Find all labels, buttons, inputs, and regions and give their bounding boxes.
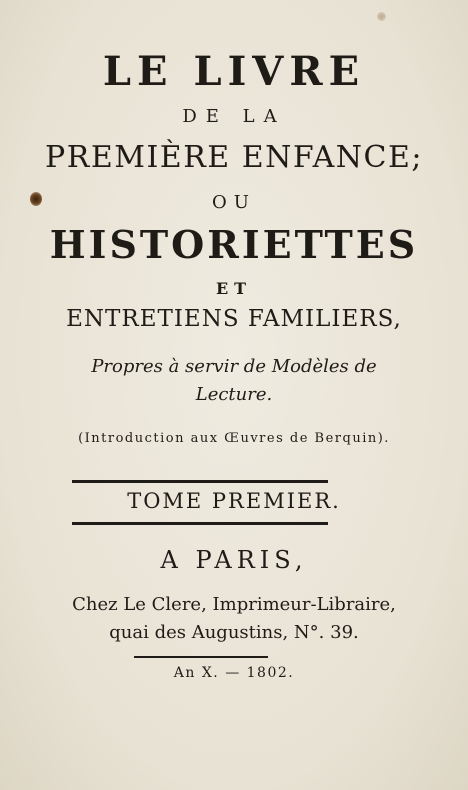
volume-rule-bottom: [72, 522, 328, 525]
title-line-5: HISTORIETTES: [49, 222, 419, 267]
title-line-7: ENTRETIENS FAMILIERS,: [66, 306, 402, 332]
title-line-6: ET: [215, 279, 253, 298]
volume-label: TOME PREMIER.: [127, 489, 341, 513]
volume-rule-top: [72, 480, 328, 483]
imprint-place: A PARIS,: [160, 546, 308, 574]
subtitle-line-1: Propres à servir de Modèles de: [91, 356, 377, 377]
imprint-date: An X. — 1802.: [173, 665, 295, 681]
title-line-2: DE LA: [182, 106, 286, 127]
title-line-1: LE LIVRE: [102, 48, 366, 95]
title-line-3: PREMIÈRE ENFANCE;: [45, 140, 423, 175]
title-line-4: OU: [212, 192, 256, 213]
foxing-spot: [377, 12, 386, 21]
introduction-note: (Introduction aux Œuvres de Berquin).: [78, 431, 390, 446]
imprint-publisher-line-2: quai des Augustins, N°. 39.: [109, 622, 359, 643]
subtitle-line-2: Lecture.: [195, 384, 273, 405]
imprint-publisher-line-1: Chez Le Clere, Imprimeur-Libraire,: [72, 594, 396, 615]
imprint-rule: [134, 656, 268, 658]
